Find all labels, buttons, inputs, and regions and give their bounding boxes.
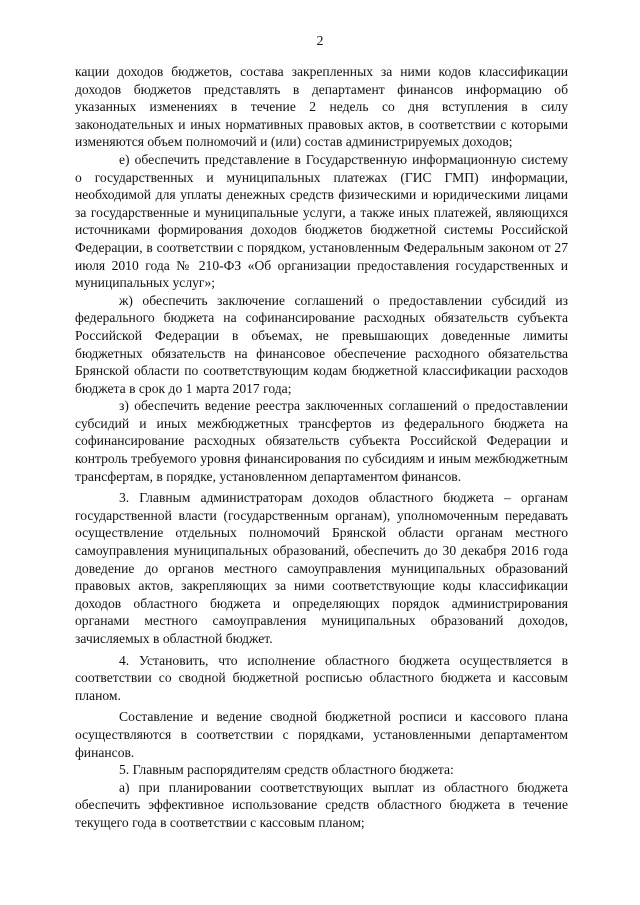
paragraph-budget-schedule: Составление и ведение сводной бюджетной росписи и кассового плана осуществляются в соответствии с порядками, установленными департаментом финансов. — [75, 709, 568, 760]
paragraph-point-3: 3. Главным администраторам доходов областного бюджета – органам государственной власти (государственным органам), уполномоченным передавать осуществление отдельных полномочий Брянской области органам местного самоуправления муниципальных образований, обеспечить до 30 декабря 2016 года доведение до органов местного самоуправления муниципальных образований правовых актов, закрепляющих за ними соответствующие коды классификации доходов областного бюджета и определяющих порядок администрирования органами местного самоуправления муниципальных образований доходов, зачисляемых в областной бюджет. — [75, 490, 568, 646]
paragraph-point-5: 5. Главным распорядителям средств областного бюджета: — [119, 762, 454, 778]
paragraph-item-a: а) при планировании соответствующих выплат из областного бюджета обеспечить эффективное использование средств областного бюджета в течение текущего года в соответствии с кассовым планом; — [75, 779, 568, 830]
document-body — [75, 63, 568, 832]
paragraph-item-z: з) обеспечить ведение реестра заключенных соглашений о предоставлении субсидий и иных межбюджетных трансфертов из федерального бюджета на софинансирование расходных обязательств субъекта Российской Федерации и контроль требуемого уровня финансирования по субсидиям и иным межбюджетным трансфертам, в порядке, установленном департаментом финансов. — [75, 398, 568, 484]
paragraph-item-e: е) обеспечить представление в Государственную информационную систему о государственных и муниципальных платежах (ГИС ГМП) информации, необходимой для уплаты денежных средств физическими и юридическими лицами за государственные и муниципальные услуги, а также иных платежей, являющихся источниками формирования доходов бюджетов бюджетной системы Российской Федерации, в соответствии с порядком, установленным Федеральным законом от 27 июля 2010 года № 210-ФЗ «Об организации предоставления государственных и муниципальных услуг»; — [75, 151, 568, 291]
paragraph-item-zh: ж) обеспечить заключение соглашений о предоставлении субсидий из федерального бюджета на софинансирование расходных обязательств субъекта Российской Федерации в объемах, не превышающих доведенные лимиты бюджетных обязательств на финансовое обеспечение расходного обязательства Брянской области по соответствующим кодам бюджетной классификации расходов бюджета в срок до 1 марта 2017 года; — [75, 292, 568, 396]
paragraph-continued-classification: кации доходов бюджетов, состава закрепленных за ними кодов классификации доходов бюджетов представлять в департамент финансов информацию об указанных изменениях в течение 2 недель со дня вступления в силу законодательных и иных нормативных правовых актов, в соответствии с которыми изменяются объем полномочий и (или) состав администрируемых доходов; — [75, 64, 568, 150]
page-number: 2 — [316, 34, 324, 49]
paragraph-point-4: 4. Установить, что исполнение областного бюджета осуществляется в соответствии со сводной бюджетной росписью областного бюджета и кассовым планом. — [75, 652, 568, 703]
